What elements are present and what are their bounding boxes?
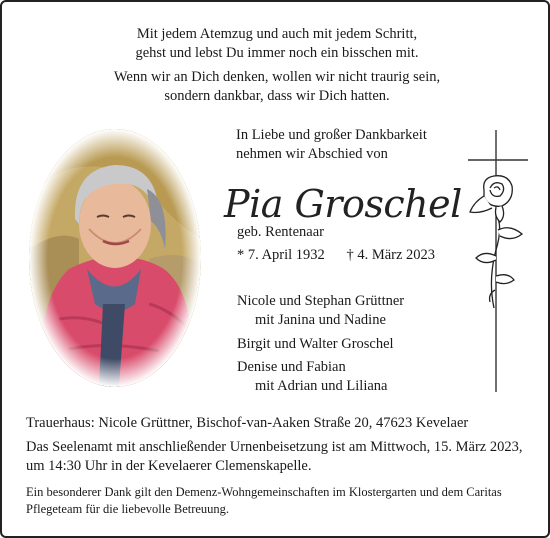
family-group-1 xyxy=(237,292,404,330)
service-line: um 14:30 Uhr in der Kevelaerer Clemenskapelle. xyxy=(26,458,312,474)
birth-date: * 7. April 1932 xyxy=(237,247,325,263)
thanks-line: Ein besonderer Dank gilt den Demenz-Wohngemeinschaften im Klostergarten und dem Caritas xyxy=(26,485,502,499)
verse-line: Mit jedem Atemzug und auch mit jedem Schritt, xyxy=(136,26,418,42)
deceased-name: Pia Groschel xyxy=(224,182,462,226)
intro-line: In Liebe und großer Dankbarkeit xyxy=(236,127,427,143)
death-date: † 4. März 2023 xyxy=(346,247,436,263)
family-line: Denise und Fabian xyxy=(237,359,346,375)
verse-block-2 xyxy=(2,68,550,106)
intro-line: nehmen wir Abschied von xyxy=(236,146,388,162)
verse-line: gehst und lebst Du immer noch ein bisschen mit. xyxy=(135,45,419,61)
cross-with-rose-icon xyxy=(466,130,532,392)
family-line: Birgit und Walter Groschel xyxy=(237,336,394,352)
life-dates xyxy=(237,247,435,264)
intro-text xyxy=(236,126,427,164)
family-line: mit Janina und Nadine xyxy=(255,312,386,328)
service-info xyxy=(26,438,523,476)
service-line: Das Seelenamt mit anschließender Urnenbeisetzung ist am Mittwoch, 15. März 2023, xyxy=(26,439,523,455)
verse-line: Wenn wir an Dich denken, wollen wir nicht traurig sein, xyxy=(113,69,441,85)
family-group-2 xyxy=(237,335,394,354)
family-group-3 xyxy=(237,358,388,396)
thanks-note xyxy=(26,484,536,518)
portrait-photo xyxy=(29,129,201,387)
family-line: Nicole und Stephan Grüttner xyxy=(237,293,405,309)
mourning-house: Trauerhaus: Nicole Grüttner, Bischof-van-Aaken Straße 20, 47623 Kevelaer xyxy=(26,415,469,431)
family-line: mit Adrian und Liliana xyxy=(255,378,388,394)
thanks-line: Pflegeteam für die liebevolle Betreuung. xyxy=(26,502,230,516)
verse-block-1 xyxy=(2,25,550,63)
verse-line: sondern dankbar, dass wir Dich hatten. xyxy=(164,88,390,104)
maiden-name: geb. Rentenaar xyxy=(237,224,324,240)
